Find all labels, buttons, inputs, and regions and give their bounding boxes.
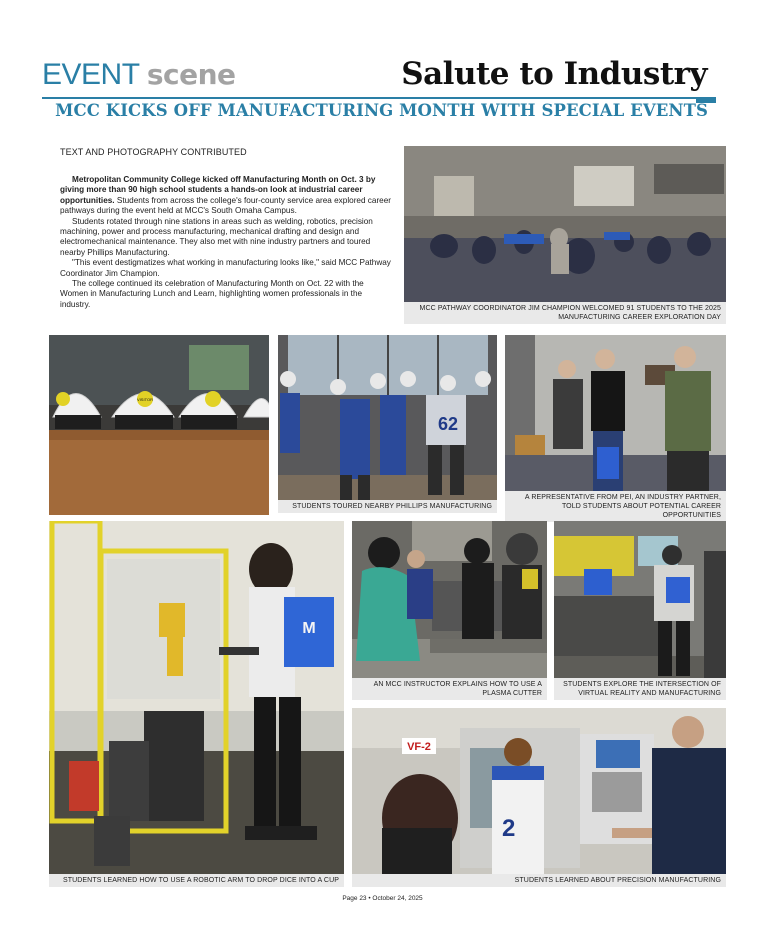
- svg-text:M: M: [302, 620, 316, 637]
- article-paragraph: "This event destigmatizes what working in manufacturing looks like," said MCC Pathway Coordinator Jim Champion.: [60, 258, 391, 278]
- article-paragraph: Students rotated through nine stations in areas such as welding, robotics, precision machining, power and process manufacturing, mechanical drafting and design and electromechanical maintenance. They also met with nine industry partners and toured nearby Phillips Manufacturing.: [60, 216, 373, 257]
- photo-tour-group: [278, 335, 497, 500]
- credit-line: TEXT AND PHOTOGRAPHY CONTRIBUTED: [60, 147, 247, 157]
- article-body: [60, 175, 392, 310]
- photo-caption: STUDENTS LEARNED ABOUT PRECISION MANUFACTURING: [352, 874, 726, 887]
- photo-precision-manufacturing: [352, 708, 726, 874]
- photo-caption: A REPRESENTATIVE FROM PEI, AN INDUSTRY PARTNER, TOLD STUDENTS ABOUT POTENTIAL CAREER OPPORTUNITIES: [505, 491, 726, 522]
- header-rule: [42, 97, 716, 99]
- headline: MCC KICKS OFF MANUFACTURING MONTH WITH SPECIAL EVENTS: [55, 101, 708, 120]
- article-paragraph: Metropolitan Community College kicked off Manufacturing Month on Oct. 3 by giving more than 90 high school students a hands-on look at industrial career opportunities. Students from across the college's four-county service area explored career pathways during the event held at MCC's South Omaha Campus.: [60, 175, 392, 216]
- photo-robotic-arm: [49, 521, 344, 874]
- photo-caption: STUDENTS TOURED NEARBY PHILLIPS MANUFACTURING: [278, 500, 497, 513]
- page-footer: Page 23 • October 24, 2025: [342, 895, 423, 902]
- jersey-number: 62: [437, 414, 459, 434]
- svg-text:2: 2: [502, 815, 516, 842]
- article-paragraph: The college continued its celebration of Manufacturing Month on Oct. 22 with the Women in Manufacturing Lunch and Learn, highlighting women professionals in the industry.: [60, 279, 364, 309]
- photo-caption: STUDENTS LEARNED HOW TO USE A ROBOTIC ARM TO DROP DICE INTO A CUP: [49, 874, 344, 887]
- helmet-label: VISITOR: [137, 397, 153, 402]
- feature-title: Salute to Industry: [401, 56, 707, 92]
- photo-auditorium: [404, 146, 726, 302]
- photo-caption: AN MCC INSTRUCTOR EXPLAINS HOW TO USE A PLASMA CUTTER: [352, 678, 547, 700]
- photo-caption: STUDENTS EXPLORE THE INTERSECTION OF VIRTUAL REALITY AND MANUFACTURING: [554, 678, 726, 700]
- photo-caption: MCC PATHWAY COORDINATOR JIM CHAMPION WELCOMED 91 STUDENTS TO THE 2025 MANUFACTURING CAREER EXPLORATION DAY: [404, 302, 726, 324]
- photo-virtual-reality: [554, 521, 726, 678]
- section-label: EVENT scene: [42, 58, 236, 91]
- photo-plasma-cutter: [352, 521, 547, 678]
- machine-label: VF-2: [407, 741, 431, 753]
- photo-hard-hats: [49, 335, 269, 515]
- photo-industry-rep: [505, 335, 726, 491]
